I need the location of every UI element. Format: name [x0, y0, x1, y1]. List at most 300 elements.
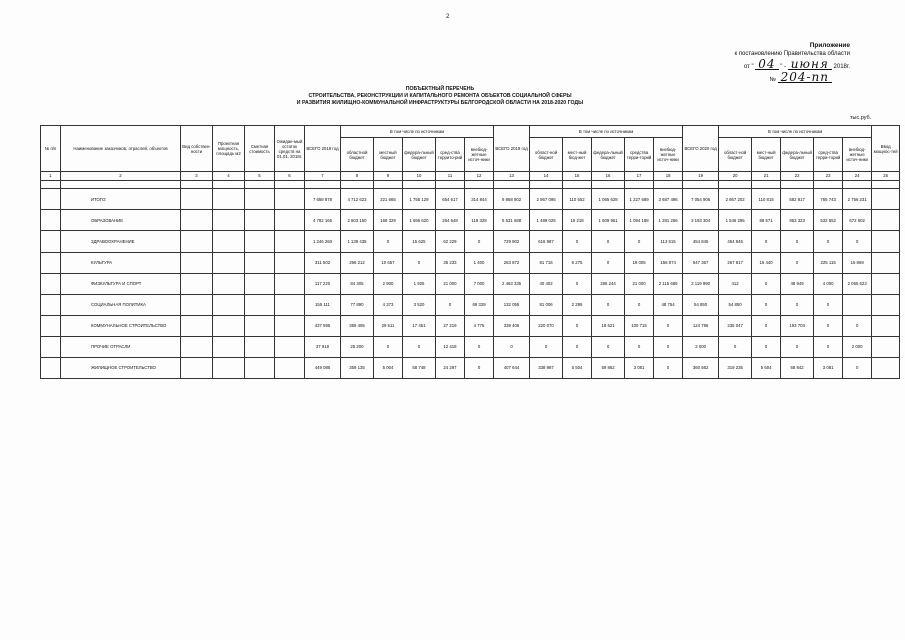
row-value: 0: [814, 231, 843, 252]
row-value: 359 135: [341, 357, 374, 378]
row-value: 10 657: [374, 252, 403, 273]
empty-cell: [213, 189, 245, 210]
empty-cell: [872, 357, 900, 378]
empty-cell: [872, 180, 900, 189]
row-value: 729 902: [494, 231, 530, 252]
row-value: 0: [530, 336, 563, 357]
row-value: 0: [843, 315, 872, 336]
row-value: 7 000: [465, 273, 494, 294]
row-value: 16 218: [563, 210, 592, 231]
row-value: 0: [814, 315, 843, 336]
column-number: 17: [625, 172, 654, 181]
header-src: областной бюджет: [341, 138, 374, 172]
empty-cell: [403, 180, 436, 189]
row-value: 5 504: [563, 357, 592, 378]
row-name: ФИЗКУЛЬТУРА И СПОРТ: [61, 273, 181, 294]
empty-cell: [341, 180, 374, 189]
empty-cell: [245, 294, 275, 315]
empty-cell: [213, 252, 245, 273]
row-value: 54 850: [719, 294, 752, 315]
row-value: 113 515: [654, 231, 683, 252]
row-value: 59 862: [592, 357, 625, 378]
column-number: 15: [563, 172, 592, 181]
header-src: област-ной бюджет: [530, 138, 563, 172]
row-name: КОММУНАЛЬНОЕ СТРОИТЕЛЬСТВО: [61, 315, 181, 336]
row-value: 16 869: [843, 252, 872, 273]
header-src: федера-льный бюджет: [592, 138, 625, 172]
row-value: 412: [719, 273, 752, 294]
empty-cell: [872, 231, 900, 252]
empty-cell: [181, 180, 213, 189]
row-value: 1 609 951: [592, 210, 625, 231]
appendix-line: к постановлению Правительства области: [734, 51, 850, 57]
row-value: 267 817: [719, 252, 752, 273]
row-value: 286 244: [592, 273, 625, 294]
date-month: июня: [788, 59, 832, 70]
column-number: 21: [752, 172, 781, 181]
header-src: внебюд-жетные источ-ники: [654, 138, 683, 172]
row-value: 4 712 623: [341, 189, 374, 210]
empty-cell: [41, 336, 61, 357]
number-value: 204-пп: [778, 72, 832, 83]
column-number: 25: [872, 172, 900, 181]
empty-cell: [181, 357, 213, 378]
empty-cell: [872, 189, 900, 210]
header-total-2018: ВСЕГО 2018 год: [305, 126, 341, 172]
row-value: 314 844: [465, 189, 494, 210]
row-value: 449 085: [305, 357, 341, 378]
row-value: 156 874: [654, 252, 683, 273]
row-value: 616 987: [530, 231, 563, 252]
empty-cell: [245, 273, 275, 294]
row-value: 311 502: [305, 252, 341, 273]
column-number: 18: [654, 172, 683, 181]
title-line-2: СТРОИТЕЛЬСТВА, РЕКОНСТРУКЦИИ И КАПИТАЛЬНОГО РЕМОНТА ОБЪЕКТОВ СОЦИАЛЬНОЙ СФЕРЫ: [308, 93, 572, 99]
row-value: 124 786: [683, 315, 719, 336]
column-number: 14: [530, 172, 563, 181]
empty-cell: [374, 180, 403, 189]
empty-cell: [465, 180, 494, 189]
table-row: [41, 273, 900, 294]
row-value: 193 703: [781, 315, 814, 336]
row-value: 1 246 260: [305, 231, 341, 252]
appendix-number: [700, 72, 832, 85]
column-number: 20: [719, 172, 752, 181]
row-value: 1 400: [465, 252, 494, 273]
row-value: 2 065 623: [843, 273, 872, 294]
row-value: 0: [814, 294, 843, 315]
row-value: 0: [654, 336, 683, 357]
empty-cell: [213, 231, 245, 252]
column-number-row: [41, 172, 900, 181]
row-value: 1 755 129: [403, 189, 436, 210]
empty-cell: [843, 180, 872, 189]
row-value: 2 000: [683, 336, 719, 357]
date-year: 2018г.: [833, 64, 850, 70]
empty-cell: [245, 252, 275, 273]
empty-cell: [213, 273, 245, 294]
header-balance: Ожидае-мый остаток средств на 01.01. 2018г.: [275, 126, 305, 172]
row-value: 2 756 231: [843, 189, 872, 210]
header-including-2019: В том числе по источникам: [530, 126, 683, 138]
row-value: 654 617: [436, 189, 465, 210]
row-value: 62 229: [436, 231, 465, 252]
empty-cell: [752, 180, 781, 189]
row-value: 16 440: [752, 252, 781, 273]
row-value: 2 119 990: [683, 273, 719, 294]
units-label: тыс.руб.: [850, 115, 872, 121]
table-row: [41, 231, 900, 252]
empty-cell: [213, 357, 245, 378]
row-value: 0: [752, 336, 781, 357]
row-value: 0: [719, 336, 752, 357]
row-value: 0: [592, 294, 625, 315]
row-value: 235 047: [719, 315, 752, 336]
header-src: мест-ный бюджет: [752, 138, 781, 172]
row-value: 58 748: [403, 357, 436, 378]
row-value: 21 000: [625, 273, 654, 294]
row-value: 0: [563, 315, 592, 336]
row-value: 68 842: [781, 357, 814, 378]
row-value: 5 531 688: [494, 210, 530, 231]
row-value: 0: [592, 231, 625, 252]
empty-cell: [41, 294, 61, 315]
row-value: 0: [781, 294, 814, 315]
row-value: 1 281 266: [654, 210, 683, 231]
column-number: 19: [683, 172, 719, 181]
header-including-2018: В том числе по источникам: [341, 126, 494, 138]
row-value: 0: [625, 336, 654, 357]
row-name: ИТОГО:: [61, 189, 181, 210]
table-row: [41, 294, 900, 315]
empty-cell: [245, 231, 275, 252]
empty-cell: [181, 273, 213, 294]
row-value: 4 373: [374, 294, 403, 315]
row-value: 3 193 304: [683, 210, 719, 231]
row-value: 454 845: [683, 231, 719, 252]
row-name: ЗДРАВООХРАНЕНИЕ: [61, 231, 181, 252]
empty-cell: [781, 180, 814, 189]
row-value: 359 495: [341, 315, 374, 336]
row-value: 0: [654, 357, 683, 378]
header-estimate: Сметная стоимость: [245, 126, 275, 172]
empty-cell: [41, 231, 61, 252]
column-number: 16: [592, 172, 625, 181]
empty-cell: [275, 357, 305, 378]
empty-cell: [872, 252, 900, 273]
row-value: 454 845: [719, 231, 752, 252]
row-value: 0: [781, 231, 814, 252]
title-line-1: ПОБЪЕКТНЫЙ ПЕРЕЧЕНЬ: [405, 86, 475, 92]
row-value: 155 111: [305, 294, 341, 315]
row-value: 119 328: [465, 210, 494, 231]
empty-cell: [181, 315, 213, 336]
row-name: ОБРАЗОВАНИЕ: [61, 210, 181, 231]
column-number: 1: [41, 172, 61, 181]
column-number: 5: [245, 172, 275, 181]
empty-cell: [275, 273, 305, 294]
date-separator: " -: [780, 64, 787, 70]
row-value: 0: [843, 231, 872, 252]
row-value: 110 552: [563, 189, 592, 210]
row-value: 15 625: [403, 231, 436, 252]
empty-cell: [41, 252, 61, 273]
header-including-2020: В том числе по источникам: [719, 126, 872, 138]
empty-cell: [872, 273, 900, 294]
empty-cell: [181, 210, 213, 231]
row-value: 18 621: [592, 315, 625, 336]
header-src: сред-ства террито-рий: [436, 138, 465, 172]
row-value: 3 520: [403, 294, 436, 315]
column-number: 22: [781, 172, 814, 181]
column-number: 24: [843, 172, 872, 181]
row-value: 81 006: [530, 294, 563, 315]
column-number: 23: [814, 172, 843, 181]
row-value: 35 233: [436, 252, 465, 273]
row-value: 2 463 335: [494, 273, 530, 294]
row-value: 1 094 188: [625, 210, 654, 231]
column-number: 3: [181, 172, 213, 181]
empty-cell: [436, 180, 465, 189]
row-value: 48 754: [654, 294, 683, 315]
empty-cell: [275, 336, 305, 357]
header-name: Наименование заказчиков, отраслей, объектов: [61, 126, 181, 172]
row-value: 168 329: [374, 210, 403, 231]
row-value: 953 323: [781, 210, 814, 231]
row-value: 0: [563, 336, 592, 357]
header-src: средства терри-торий: [625, 138, 654, 172]
row-name: СОЦИАЛЬНАЯ ПОЛИТИКА: [61, 294, 181, 315]
row-value: 0: [625, 294, 654, 315]
empty-cell: [275, 210, 305, 231]
number-prefix: №: [769, 77, 776, 83]
row-value: 1 489 025: [530, 210, 563, 231]
row-value: 319 235: [719, 357, 752, 378]
header-src: област-ной бюджет: [719, 138, 752, 172]
header-src: местный бюджет: [374, 138, 403, 172]
empty-cell: [275, 294, 305, 315]
empty-cell: [213, 336, 245, 357]
row-value: 21 000: [436, 273, 465, 294]
row-value: 2 295: [563, 294, 592, 315]
row-value: 100 715: [625, 315, 654, 336]
row-value: 0: [465, 357, 494, 378]
empty-cell: [181, 189, 213, 210]
column-number: 12: [465, 172, 494, 181]
empty-cell: [275, 189, 305, 210]
empty-cell: [530, 180, 563, 189]
row-value: 7 054 906: [683, 189, 719, 210]
empty-cell: [41, 210, 61, 231]
row-value: 77 890: [341, 294, 374, 315]
row-value: 37 918: [305, 336, 341, 357]
row-value: 0: [465, 336, 494, 357]
row-value: 54 850: [683, 294, 719, 315]
row-value: 132 055: [494, 294, 530, 315]
table-row: [41, 315, 900, 336]
empty-cell: [872, 210, 900, 231]
empty-cell: [814, 180, 843, 189]
row-value: 4 782 165: [305, 210, 341, 231]
row-value: 264 648: [436, 210, 465, 231]
empty-cell: [245, 189, 275, 210]
empty-cell: [245, 210, 275, 231]
row-value: 338 987: [530, 357, 563, 378]
row-value: [843, 294, 872, 315]
row-value: 0: [592, 336, 625, 357]
row-value: 407 644: [494, 357, 530, 378]
empty-cell: [305, 180, 341, 189]
row-name: ПРОЧИЕ ОТРАСЛИ: [61, 336, 181, 357]
header-commission: Ввод мощнос-тей: [872, 126, 900, 172]
empty-cell: [654, 180, 683, 189]
empty-cell: [872, 336, 900, 357]
row-value: 0: [752, 294, 781, 315]
row-value: 12 418: [436, 336, 465, 357]
row-value: 2 603 150: [341, 210, 374, 231]
row-value: 263 872: [494, 252, 530, 273]
empty-cell: [275, 315, 305, 336]
row-value: 672 602: [843, 210, 872, 231]
table-row: [41, 189, 900, 210]
empty-cell: [245, 315, 275, 336]
row-value: 225 115: [814, 252, 843, 273]
table-row: [41, 252, 900, 273]
row-value: 0: [374, 231, 403, 252]
column-number: 9: [374, 172, 403, 181]
column-number: 7: [305, 172, 341, 181]
empty-cell: [494, 180, 530, 189]
row-value: 25 200: [341, 336, 374, 357]
row-value: 1 656 620: [403, 210, 436, 231]
table-body: [41, 172, 900, 379]
empty-cell: [275, 252, 305, 273]
row-value: 5 004: [374, 357, 403, 378]
table-row: [41, 357, 900, 378]
row-name: КУЛЬТУРА: [61, 252, 181, 273]
empty-cell: [41, 189, 61, 210]
column-number: 2: [61, 172, 181, 181]
header-src: федера-льный бюджет: [781, 138, 814, 172]
column-number: 8: [341, 172, 374, 181]
row-value: 88 571: [752, 210, 781, 231]
row-value: 6 275: [563, 252, 592, 273]
row-value: 1 227 689: [625, 189, 654, 210]
header-total-2020: ВСЕГО 2020 год: [683, 126, 719, 172]
document-title: [250, 86, 630, 107]
row-value: 4 775: [465, 315, 494, 336]
empty-cell: [563, 180, 592, 189]
row-value: 0: [752, 273, 781, 294]
appendix-title: Приложение: [809, 42, 850, 49]
header-src: внебюд-жетные источ-ники: [465, 138, 494, 172]
row-value: 0: [403, 252, 436, 273]
row-value: 0: [563, 273, 592, 294]
header-num: № п/п: [41, 126, 61, 172]
row-value: 220 070: [530, 315, 563, 336]
row-value: 2 000: [843, 336, 872, 357]
column-number: 4: [213, 172, 245, 181]
header-src: мест-ный бюд-жет: [563, 138, 592, 172]
row-value: 0: [563, 231, 592, 252]
empty-cell: [181, 294, 213, 315]
empty-cell: [213, 210, 245, 231]
empty-cell: [181, 252, 213, 273]
page-number: 2: [446, 14, 450, 20]
row-value: 0: [592, 252, 625, 273]
row-value: 221 665: [374, 189, 403, 210]
title-line-3: И РАЗВИТИЯ ЖИЛИЩНО-КОММУНАЛЬНОЙ ИНФРАСТРУКТУРЫ БЕЛГОРОДСКОЙ ОБЛАСТИ НА 2018-2020 ГОДЫ: [296, 100, 584, 106]
row-value: 84 305: [341, 273, 374, 294]
empty-cell: [592, 180, 625, 189]
empty-cell: [213, 315, 245, 336]
empty-cell: [245, 357, 275, 378]
empty-cell: [181, 336, 213, 357]
empty-cell: [245, 180, 275, 189]
empty-cell: [245, 336, 275, 357]
row-value: 81 716: [530, 252, 563, 273]
row-value: 0: [814, 336, 843, 357]
row-value: 360 562: [683, 357, 719, 378]
row-value: 48 949: [781, 273, 814, 294]
header-total-2019: ВСЕГО 2019 год: [494, 126, 530, 172]
empty-cell: [213, 294, 245, 315]
row-value: 0: [436, 294, 465, 315]
empty-cell: [625, 180, 654, 189]
row-value: 0: [625, 231, 654, 252]
row-value: 24 297: [436, 357, 465, 378]
row-name: ЖИЛИЩНОЕ СТРОИТЕЛЬСТВО: [61, 357, 181, 378]
row-value: 3 687 496: [654, 189, 683, 210]
row-value: 3 081: [814, 357, 843, 378]
row-value: 7 658 878: [305, 189, 341, 210]
row-value: 29 511: [374, 315, 403, 336]
empty-cell: [275, 180, 305, 189]
date-prefix: от ": [743, 64, 754, 70]
empty-cell: [872, 294, 900, 315]
row-value: 40 402: [530, 273, 563, 294]
row-value: 339 406: [494, 315, 530, 336]
empty-cell: [41, 315, 61, 336]
row-value: 2 867 095: [530, 189, 563, 210]
spacer-row: [41, 180, 900, 189]
empty-cell: [61, 180, 181, 189]
row-value: 0: [374, 336, 403, 357]
date-day: 04: [755, 59, 778, 70]
row-value: 266 212: [341, 252, 374, 273]
row-value: 0: [465, 231, 494, 252]
empty-cell: [683, 180, 719, 189]
row-value: 27 219: [436, 315, 465, 336]
header-type: Вид собствен-ности: [181, 126, 213, 172]
header-src: внебюд-жетные источ-ники: [843, 138, 872, 172]
empty-cell: [872, 315, 900, 336]
empty-cell: [213, 180, 245, 189]
row-value: 1 546 295: [719, 210, 752, 231]
row-value: 532 552: [814, 210, 843, 231]
row-value: 582 817: [781, 189, 814, 210]
row-value: 110 815: [752, 189, 781, 210]
row-value: 2 115 689: [654, 273, 683, 294]
appendix-block: [700, 41, 850, 85]
header-src: федера-льный бюджет: [403, 138, 436, 172]
row-value: 0: [494, 336, 530, 357]
column-number: 10: [403, 172, 436, 181]
row-value: 765 743: [814, 189, 843, 210]
empty-cell: [41, 180, 61, 189]
row-value: 0: [843, 357, 872, 378]
header-capacity: Проектная мощность, площадь м2: [213, 126, 245, 172]
